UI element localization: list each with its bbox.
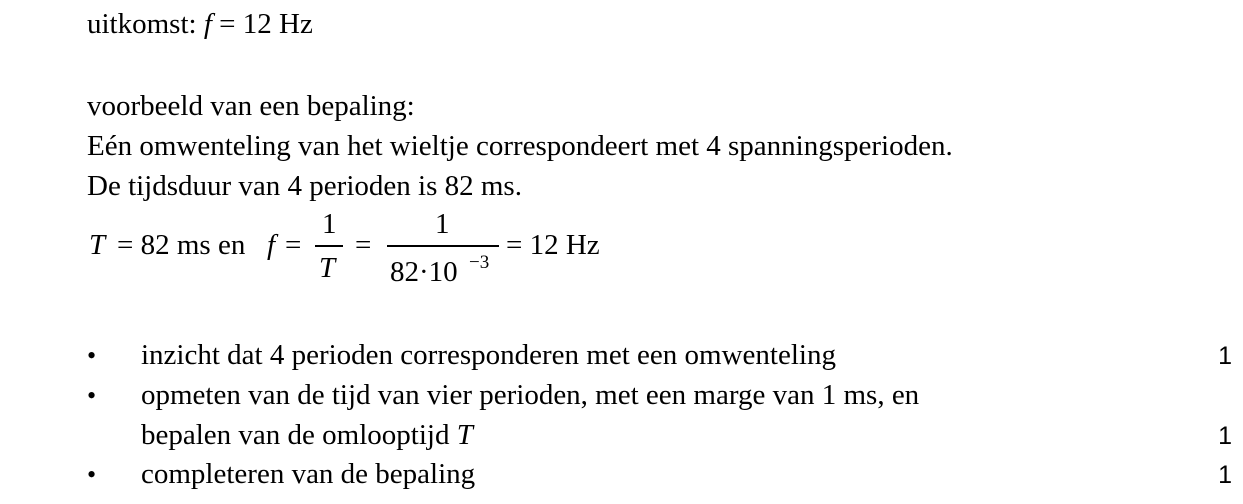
- bullet-icon: •: [87, 341, 97, 370]
- fraction2-denominator-base: 82·10: [390, 256, 458, 288]
- criterion-text-continued: [141, 421, 473, 450]
- example-line-1: Eén omwenteling van het wieltje correspondeert met 4 spanningsperioden.: [87, 130, 953, 162]
- frequency-formula: [87, 206, 687, 286]
- bullet-icon: •: [87, 460, 97, 489]
- bullet-icon: •: [87, 381, 97, 410]
- formula-eq4: = 12 Hz: [506, 229, 600, 261]
- formula-T: T: [89, 229, 106, 261]
- fraction2-denominator-exponent: −3: [469, 252, 490, 273]
- result-suffix: = 12 Hz: [211, 8, 313, 40]
- formula-eq1: = 82 ms en: [117, 229, 246, 261]
- example-line-2: De tijdsduur van 4 perioden is 82 ms.: [87, 170, 522, 202]
- criterion-score: 1: [1218, 461, 1232, 489]
- example-heading: voorbeeld van een bepaling:: [87, 90, 415, 122]
- criterion-text: inzicht dat 4 perioden corresponderen met een omwenteling: [141, 339, 836, 371]
- fraction1-denominator: T: [319, 252, 336, 284]
- criterion-text-variable: T: [456, 419, 473, 451]
- criterion-text: completeren van de bepaling: [141, 458, 476, 490]
- result-line: [87, 10, 313, 39]
- result-variable: f: [203, 8, 212, 40]
- criterion-score: 1: [1218, 422, 1232, 450]
- fraction2-bar: [387, 245, 499, 247]
- formula-eq3: =: [355, 229, 372, 261]
- criterion-score: 1: [1218, 342, 1232, 370]
- fraction2-numerator: 1: [435, 208, 450, 240]
- result-prefix: uitkomst:: [87, 8, 204, 40]
- fraction1-bar: [315, 245, 343, 247]
- criterion-text-prefix: bepalen van de omlooptijd: [141, 419, 457, 451]
- fraction1-numerator: 1: [322, 208, 337, 240]
- criterion-text: opmeten van de tijd van vier perioden, met een marge van 1 ms, en: [141, 379, 920, 411]
- formula-f: f: [267, 229, 276, 261]
- formula-eq2: =: [285, 229, 302, 261]
